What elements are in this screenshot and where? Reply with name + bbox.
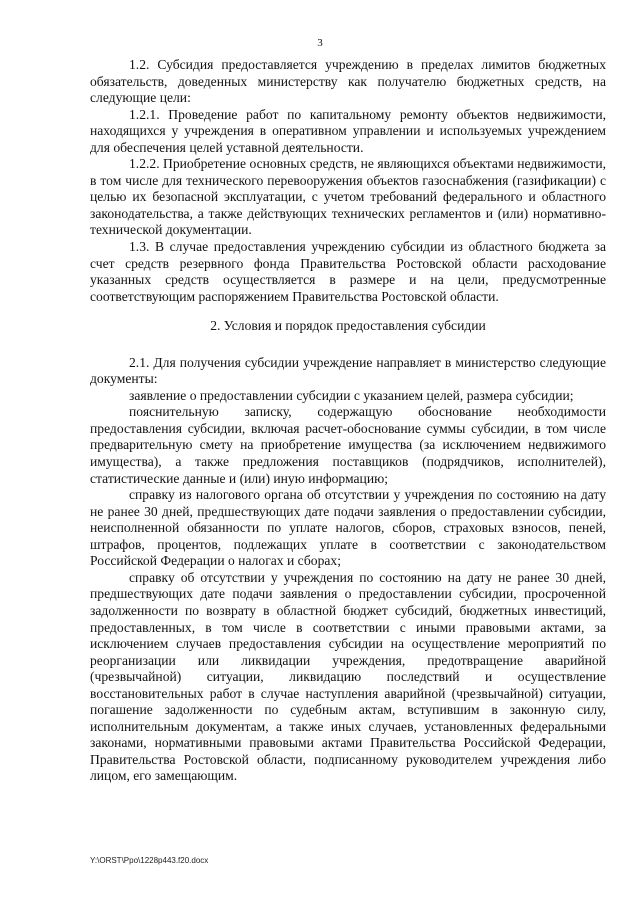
list-item-tax-certificate: справку из налогового органа об отсутствии у учреждения по состоянию на дату не ранее 30 дней, предшествующих дате подачи заявления о предоставлении субсидии, неисполненной обязанности по уплате налогов, сборов, страховых взносов, пеней, штрафов, процентов, подлежащих уплате в соответствии с законодательством Российской Федерации о налогах и сборах; bbox=[90, 487, 606, 569]
section-heading: 2. Условия и порядок предоставления субсидии bbox=[210, 318, 486, 334]
paragraph-1-2-2: 1.2.2. Приобретение основных средств, не являющихся объектами недвижимости, в том числе для технического перевооружения объектов газоснабжения (газификации) с целью их безопасной эксплуатации, с учетом требований федерального и областного законодательства, а также действующих технических регламентов и (или) нормативно-технической документации. bbox=[90, 156, 606, 238]
list-item-explanatory-note: пояснительную записку, содержащую обоснование необходимости предоставления субсидии, включая расчет-обоснование суммы субсидии, в том числе предварительную смету на приобретение имущества (за исключением недвижимого имущества), а также предложения поставщиков (подрядчиков, исполнителей), статистические данные и (или) иную информацию; bbox=[90, 404, 606, 486]
page-number: 3 bbox=[317, 37, 323, 49]
paragraph-1-2: 1.2. Субсидия предоставляется учреждению в пределах лимитов бюджетных обязательств, доведенных министерству как получателю бюджетных средств, на следующие цели: bbox=[90, 57, 606, 106]
paragraph-2-1: 2.1. Для получения субсидии учреждение направляет в министерство следующие документы: bbox=[90, 354, 606, 387]
list-item-debt-certificate: справку об отсутствии у учреждения по состоянию на дату не ранее 30 дней, предшествующих дате подачи заявления о предоставлении субсидии, просроченной задолженности по возврату в областной бюджет субсидий, бюджетных инвестиций, предоставленных, в том числе в соответствии с иными правовыми актами, за исключением случаев предоставления субсидии на осуществление мероприятий по реорганизации или ликвидации учреждения, предотвращение аварийной (чрезвычайной) ситуации, ликвидацию последствий и осуществление восстановительных работ в случае наступления аварийной (чрезвычайной) ситуации, погашение задолженности по судебным актам, вступившим в законную силу, исполнительным документам, а также иных случаев, установленных федеральными законами, нормативными правовыми актами Правительства Российской Федерации, Правительства Ростовской области, подписанному руководителем учреждения либо лицом, его замещающим. bbox=[90, 569, 606, 784]
file-path-footer: Y:\ORST\Ppo\1228p443.f20.docx bbox=[90, 856, 209, 865]
list-item-application: заявление о предоставлении субсидии с указанием целей, размера субсидии; bbox=[129, 387, 574, 403]
paragraph-1-3: 1.3. В случае предоставления учреждению субсидии из областного бюджета за счет средств резервного фонда Правительства Ростовской области расходование указанных средств осуществляется в размере и на цели, предусмотренные соответствующим распоряжением Правительства Ростовской области. bbox=[90, 239, 606, 304]
document-body bbox=[90, 57, 606, 785]
paragraph-1-2-1: 1.2.1. Проведение работ по капитальному ремонту объектов недвижимости, находящихся у учреждения в оперативном управлении и используемых учреждением для обеспечения целей уставной деятельности. bbox=[90, 106, 606, 155]
